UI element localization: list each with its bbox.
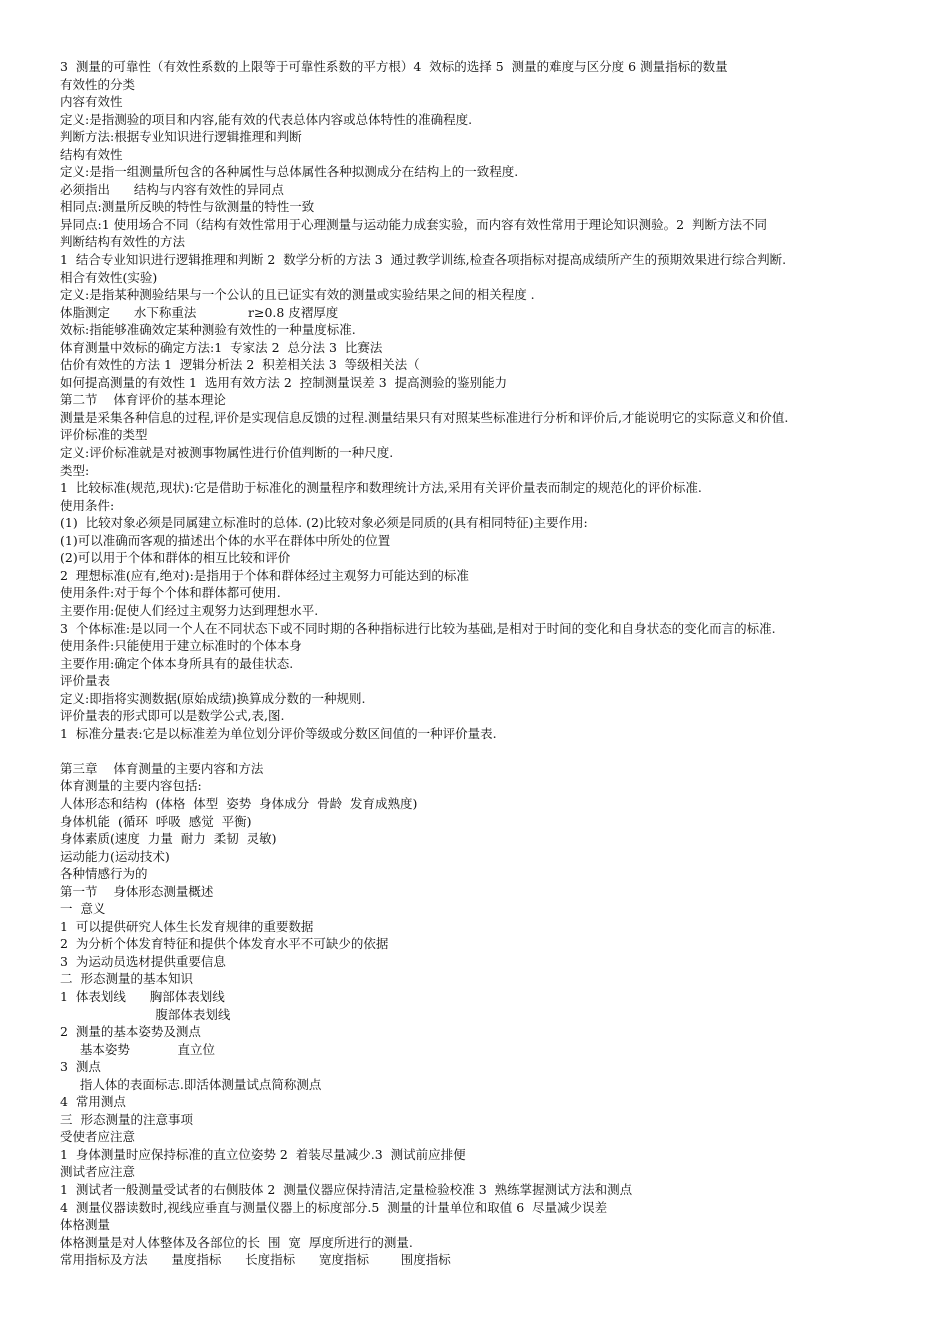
text-line: 使用条件:对于每个个体和群体都可使用. [60,585,281,601]
text-line: 腹部体表划线 [60,1006,231,1022]
text-line: 1 身体测量时应保持标准的直立位姿势 2 着装尽量减少.3 测试前应排便 [60,1146,466,1162]
text-line: 3 个体标准:是以同一个人在不同状态下或不同时期的各种指标进行比较为基础,是相对于时间的变化和自身状态的变化而言的标准. [60,620,776,636]
text-line: 基本姿势 直立位 [60,1041,216,1057]
text-line: 体育测量中效标的确定方法:1 专家法 2 总分法 3 比赛法 [60,339,383,355]
text-line: 运动能力(运动技术) [60,848,170,864]
text-line: 判断方法:根据专业知识进行逻辑推理和判断 [60,129,302,145]
text-line: 2 测量的基本姿势及测点 [60,1024,201,1040]
text-line: 常用指标及方法 量度指标 长度指标 宽度指标 围度指标 [60,1252,451,1268]
text-line: 使用条件:只能使用于建立标准时的个体本身 [60,638,302,654]
text-line: 必须指出 结构与内容有效性的异同点 [60,181,284,197]
text-line: 1 可以提供研究人体生长发育规律的重要数据 [60,918,314,934]
text-line: 效标:指能够准确效定某种测验有效性的一种量度标准. [60,322,356,338]
text-line: 4 测量仪器读数时,视线应垂直与测量仪器上的标度部分.5 测量的计量单位和取值 6 尽量减少误差 [60,1199,608,1215]
text-line: 判断结构有效性的方法 [60,234,186,250]
text-line: 主要作用:促使人们经过主观努力达到理想水平. [60,602,319,618]
text-line: 有效性的分类 [60,76,136,92]
text-line: (2)可以用于个体和群体的相互比较和评价 [60,550,291,566]
text-line: 身体机能 (循环 呼吸 感觉 平衡) [60,813,252,829]
text-line: 1 比较标准(规范,现状):它是借助于标准化的测量程序和数理统计方法,采用有关评价量表而制定的规范化的评价标准. [60,480,702,496]
text-line: 1 标准分量表:它是以标准差为单位划分评价等级或分数区间值的一种评价量表. [60,725,497,741]
text-line: 3 为运动员选材提供重要信息 [60,953,226,969]
text-line: 相合有效性(实验) [60,269,158,285]
text-line: 定义:是指某种测验结果与一个公认的且已证实有效的测量或实验结果之间的相关程度 . [60,287,535,303]
text-line: 估价有效性的方法 1 逻辑分析法 2 积差相关法 3 等级相关法（ [60,357,420,373]
text-line: 评价量表 [60,673,111,689]
text-line: 定义:即指将实测数据(原始成绩)换算成分数的一种规则. [60,690,366,706]
text-line: 评价标准的类型 [60,427,148,443]
text-line: 1 测试者一般测量受试者的右侧肢体 2 测量仪器应保持清洁,定量检验校准 3 熟练掌握测试方法和测点 [60,1182,633,1197]
text-line: 类型: [60,462,90,478]
text-line: 体育测量的主要内容包括: [60,778,202,794]
text-line: 1 体表划线 胸部体表划线 [60,988,225,1004]
text-line: 内容有效性 [60,94,123,110]
text-line: 定义:是指测验的项目和内容,能有效的代表总体内容或总体特性的准确程度. [60,111,473,127]
text-line: 体脂测定 水下称重法 r≥0.8 皮褶厚度 [60,304,339,320]
text-line: 第二节 体育评价的基本理论 [60,392,226,408]
text-line: 体格测量 [60,1217,111,1233]
text-line: 定义:是指一组测量所包含的各种属性与总体属性各种拟测成分在结构上的一致程度. [60,164,519,180]
text-line: 2 为分析个体发育特征和提供个体发育水平不可缺少的依据 [60,936,389,952]
text-line: 人体形态和结构 (体格 体型 姿势 身体成分 骨龄 发育成熟度) [60,795,418,811]
text-line: (1) 比较对象必须是同属建立标准时的总体. (2)比较对象必须是同质的(具有相同特征)主要作用: [60,515,588,531]
text-line: 定义:评价标准就是对被测事物属性进行价值判断的一种尺度. [60,445,394,461]
text-line: 异同点:1 使用场合不同（结构有效性常用于心理测量与运动能力成套实验，而内容有效性常用于理论知识测验。2 判断方法不同 [60,216,768,232]
text-line: 评价量表的形式即可以是数学公式,表,图. [60,708,285,724]
text-line: 指人体的表面标志.即活体测量试点简称测点 [60,1076,322,1092]
text-line: 测试者应注意 [60,1164,136,1180]
text-line: 4 常用测点 [60,1094,126,1110]
text-line: 一 意义 [60,901,106,917]
text-line: 二 形态测量的基本知识 [60,971,193,987]
text-line: 结构有效性 [60,146,123,162]
text-line: 使用条件: [60,497,115,513]
text-line: 2 理想标准(应有,绝对):是指用于个体和群体经过主观努力可能达到的标准 [60,567,469,583]
text-line: 主要作用:确定个体本身所具有的最佳状态. [60,655,294,671]
text-line: 相同点:测量所反映的特性与欲测量的特性一致 [60,199,315,215]
text-line: 第一节 身体形态测量概述 [60,883,214,899]
text-line: 三 形态测量的注意事项 [60,1111,193,1127]
text-line: 体格测量是对人体整体及各部位的长 围 宽 厚度所进行的测量. [60,1234,413,1250]
text-line: 受使者应注意 [60,1129,136,1145]
text-line: 测量是采集各种信息的过程,评价是实现信息反馈的过程.测量结果只有对照某些标准进行分析和评价后,才能说明它的实际意义和价值. [60,409,789,425]
blank-line [60,742,930,760]
text-line: 各种情感行为的 [60,866,148,882]
text-line: 如何提高测量的有效性 1 选用有效方法 2 控制测量误差 3 提高测验的鉴别能力 [60,374,508,390]
text-line: 第三章 体育测量的主要内容和方法 [60,760,264,776]
text-line: 1 结合专业知识进行逻辑推理和判断 2 数学分析的方法 3 通过教学训练,检查各项指标对提高成绩所产生的预期效果进行综合判断. [60,252,787,268]
text-line: 3 测点 [60,1059,101,1075]
text-line: 3 测量的可靠性（有效性系数的上限等于可靠性系数的平方根）4 效标的选择 5 测量的难度与区分度 6 测量指标的数量 [60,59,728,74]
text-line: 身体素质(速度 力量 耐力 柔韧 灵敏) [60,831,277,847]
document-page [60,58,930,1269]
text-line: (1)可以准确而客观的描述出个体的水平在群体中所处的位置 [60,532,391,548]
